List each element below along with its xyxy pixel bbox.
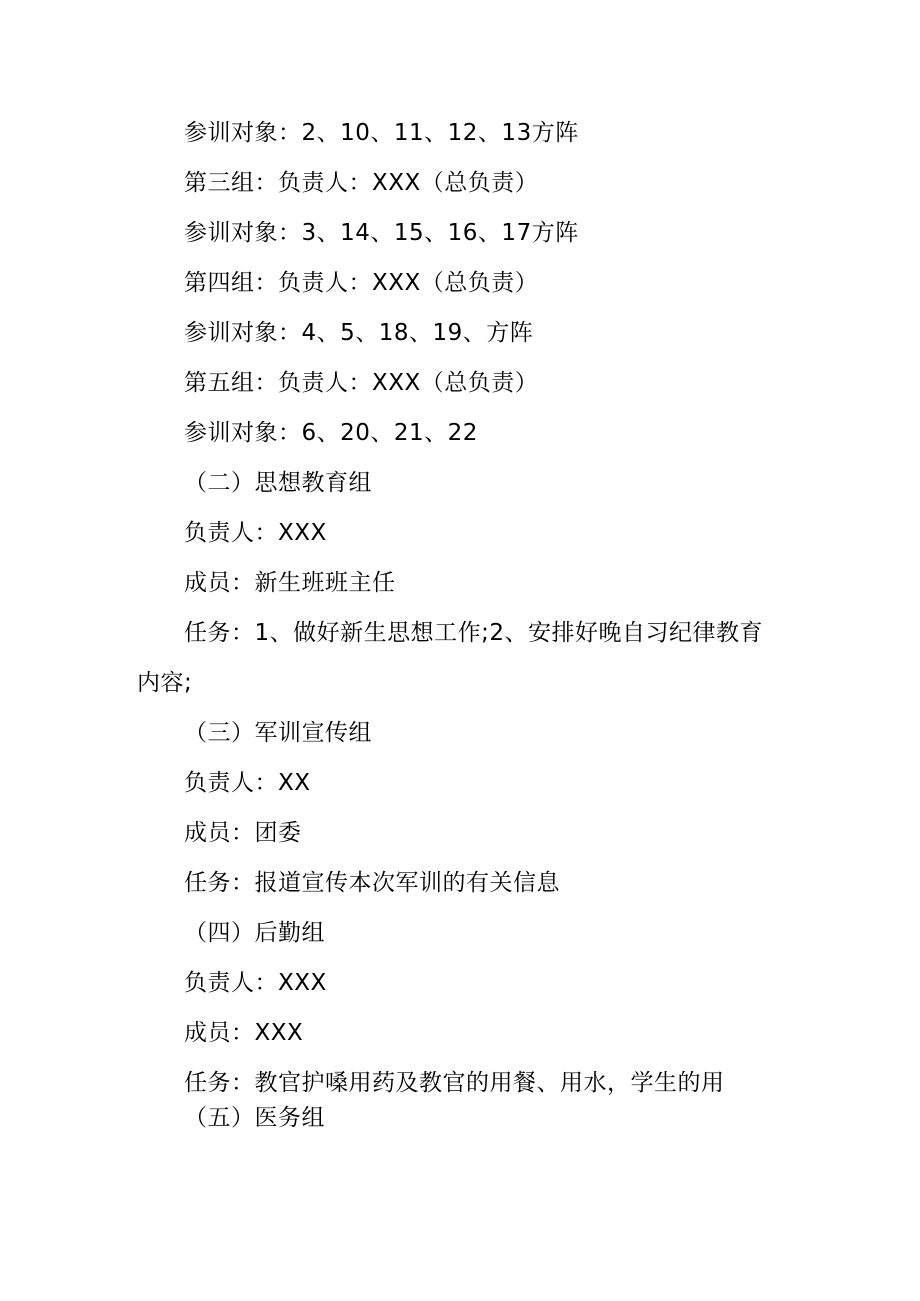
text-line-group-5-leader: 第五组：负责人：XXX（总负责）: [184, 370, 539, 396]
section-heading-medical: （五）医务组: [184, 1105, 325, 1131]
section-heading-logistics: （四）后勤组: [184, 920, 325, 946]
text-line-training-targets-group-3: 参训对象：3、14、15、16、17方阵: [184, 220, 579, 246]
text-line-ideological-tasks-continued: 内容;: [137, 670, 193, 696]
text-line-group-3-leader: 第三组：负责人：XXX（总负责）: [184, 170, 539, 196]
text-line-group-4-leader: 第四组：负责人：XXX（总负责）: [184, 270, 539, 296]
text-line-publicity-tasks: 任务：报道宣传本次军训的有关信息: [184, 870, 560, 896]
text-line-ideological-members: 成员：新生班班主任: [184, 570, 396, 596]
text-line-logistics-tasks: 任务：教官护嗓用药及教官的用餐、用水，学生的用: [184, 1070, 725, 1096]
text-line-training-targets-group-4: 参训对象：4、5、18、19、方阵: [184, 320, 534, 346]
text-line-training-targets-group-5: 参训对象：6、20、21、22: [184, 420, 478, 446]
text-line-publicity-leader: 负责人：XX: [184, 770, 311, 796]
text-line-logistics-members: 成员：XXX: [184, 1020, 304, 1046]
text-line-logistics-leader: 负责人：XXX: [184, 970, 327, 996]
text-line-ideological-tasks: 任务：1、做好新生思想工作;2、安排好晚自习纪律教育: [184, 620, 764, 646]
text-line-publicity-members: 成员：团委: [184, 820, 302, 846]
text-line-training-targets-group-2: 参训对象：2、10、11、12、13方阵: [184, 120, 579, 146]
section-heading-publicity: （三）军训宣传组: [184, 720, 372, 746]
text-line-ideological-leader: 负责人：XXX: [184, 520, 327, 546]
section-heading-ideological-education: （二）思想教育组: [184, 470, 372, 496]
